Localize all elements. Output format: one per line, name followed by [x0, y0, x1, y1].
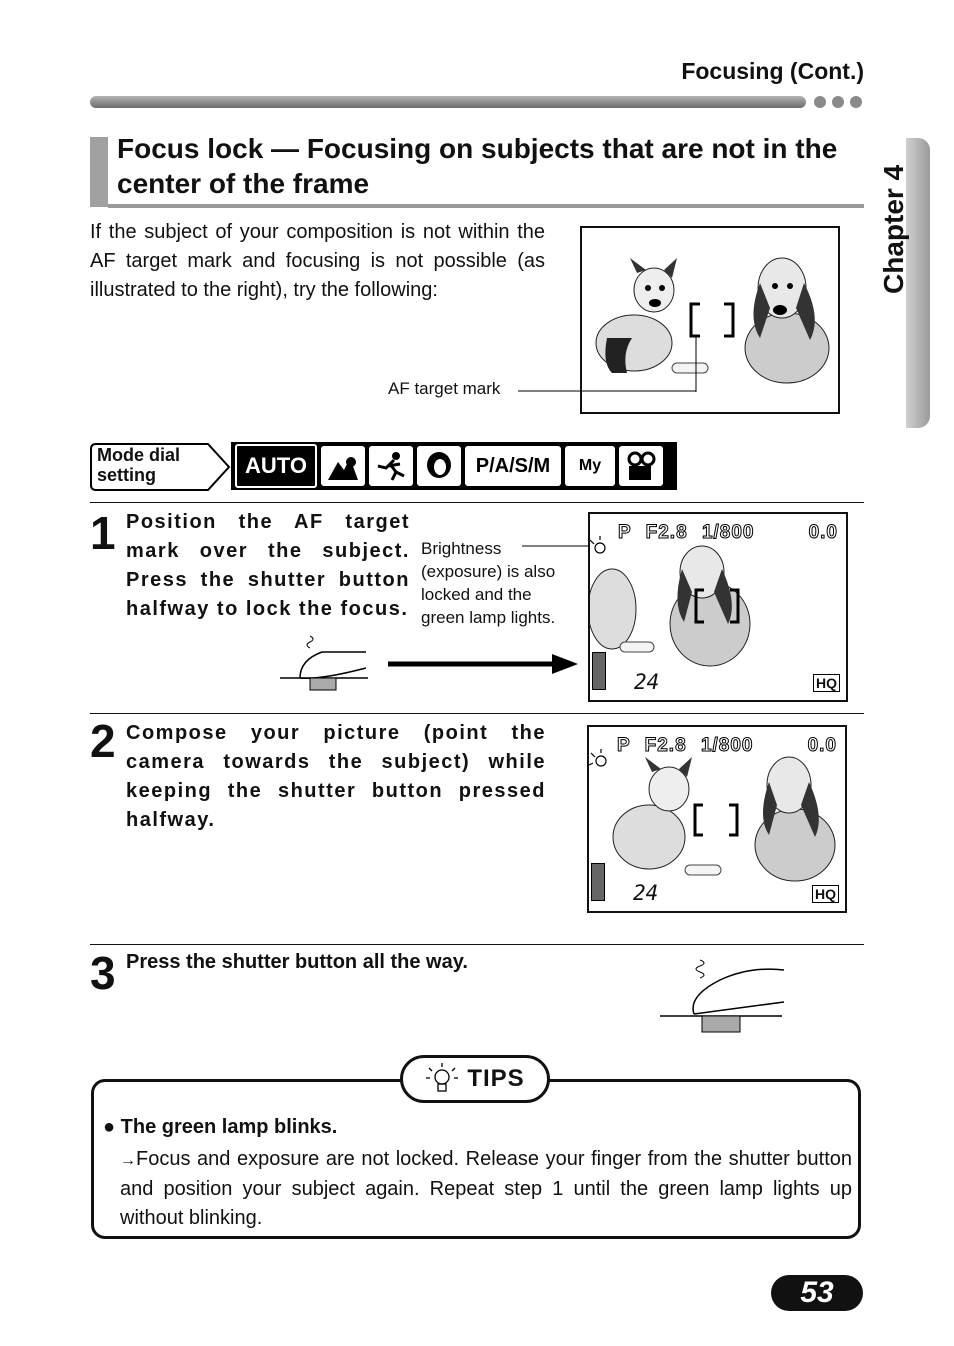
portrait-icon [417, 446, 461, 486]
af-illustration-photo [580, 226, 840, 414]
header-rule [90, 96, 806, 108]
section-title-rule [108, 204, 864, 208]
movie-camera-icon [619, 446, 663, 486]
step-divider [90, 502, 864, 503]
lcd-monitor-step1 [588, 512, 848, 702]
header-dot [814, 96, 826, 108]
step-number: 2 [90, 715, 116, 767]
arrow-icon: → [120, 1152, 136, 1169]
battery-icon [591, 863, 605, 901]
quality-badge: HQ [813, 674, 840, 692]
header-dot [832, 96, 844, 108]
landscape-portrait-icon [321, 446, 365, 486]
running-head: Focusing (Cont.) [681, 58, 864, 84]
tips-badge [400, 1055, 550, 1103]
lcd-monitor-step2 [587, 725, 847, 913]
sports-icon [369, 446, 413, 486]
step-number: 1 [90, 507, 116, 559]
tip-heading: ● The green lamp blinks. [103, 1116, 338, 1138]
step-number: 3 [90, 947, 116, 999]
step-2-text: Compose your picture (point the camera towards the subject) while keeping the shutter button pressed halfway. [126, 722, 546, 831]
af-target-label: AF target mark [388, 379, 501, 398]
battery-icon [592, 652, 606, 690]
lightbulb-icon [425, 1062, 459, 1096]
tips-label: TIPS [467, 1065, 525, 1092]
mode-dial-label-line1: Mode dial [97, 445, 181, 465]
step-divider [90, 713, 864, 714]
chapter-tab-label: Chapter 4 [878, 164, 909, 294]
step-1-caption: Brightness (exposure) is also locked and the green lamp lights. [421, 539, 556, 627]
arrow-right-icon [386, 652, 582, 676]
full-press-shutter-illustration [660, 956, 786, 1036]
quality-badge: HQ [812, 885, 839, 903]
lcd-status-line: P F2.8 1/800 0.0 [618, 522, 838, 543]
step-1-text: Position the AF target mark over the subject. Press the shutter button halfway to lock the focus. [126, 511, 410, 620]
section-title-bar [90, 137, 108, 207]
intro-paragraph: If the subject of your composition is not within the AF target mark and focusing is not possible (as illustrated to the right), try the following: [90, 221, 545, 301]
af-label-leader [518, 388, 698, 394]
my-mode-icon: My [565, 446, 615, 486]
auto-mode-icon: AUTO [235, 444, 317, 488]
page-number: 53 [771, 1275, 863, 1311]
dogs-illustration [582, 228, 838, 412]
mode-dial-strip [231, 442, 677, 490]
pasm-mode-icon: P/A/S/M [465, 446, 561, 486]
step-divider [90, 944, 864, 945]
header-dot [850, 96, 862, 108]
bullet-icon: ● [103, 1116, 121, 1138]
half-press-shutter-illustration [280, 630, 370, 692]
frame-count: 24 [633, 881, 659, 905]
lcd-status-line: P F2.8 1/800 0.0 [617, 735, 837, 756]
tip-body: →Focus and exposure are not locked. Release your finger from the shutter button and position your subject again. Repeat step 1 until the green lamp lights up without blinking. [120, 1148, 852, 1229]
step-3-text: Press the shutter button all the way. [126, 951, 468, 973]
frame-count: 24 [634, 670, 660, 694]
mode-dial-label-line2: setting [97, 465, 157, 485]
section-title: Focus lock — Focusing on subjects that are not in the center of the frame [117, 133, 838, 199]
